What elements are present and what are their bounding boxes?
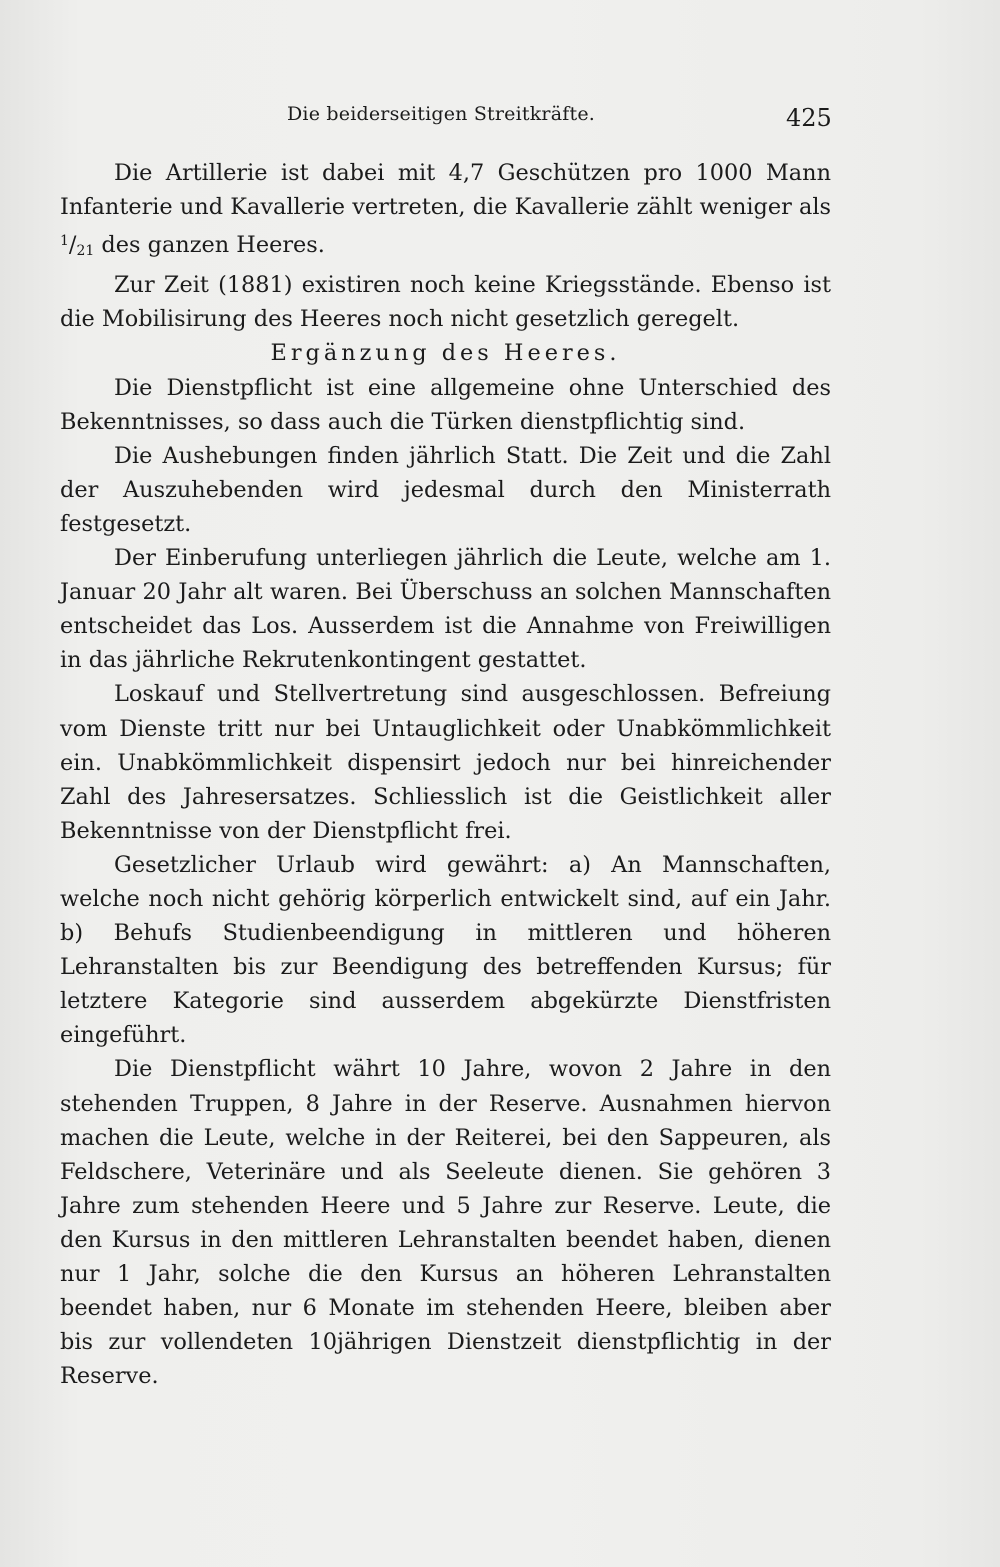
paragraph-artillerie: [60, 156, 831, 268]
paragraph-text: des ganzen Heeres.: [94, 232, 325, 259]
paragraph-dienstdauer: Die Dienstpflicht währt 10 Jahre, wovon 2 Jahre in den stehenden Truppen, 8 Jahre in der Reserve. Ausnahmen hiervon machen die Leute, welche in der Reiterei, bei den Sappeuren, als Feldschere, Veterinäre und als Seeleute dienen. Sie gehören 3 Jahre zum stehenden Heere und 5 Jahre zur Reserve. Leute, die den Kursus in den mittleren Lehranstalten beendet haben, dienen nur 1 Jahr, solche die den Kursus an höheren Lehranstalten beendet haben, nur 6 Monate im stehenden Heere, bleiben aber bis zur vollendeten 10jährigen Dienstzeit dienstpflichtig in der Reserve.: [60, 1056, 831, 1390]
fraction-slash: /: [68, 232, 77, 259]
paragraph-loskauf: Loskauf und Stellvertretung sind ausgeschlossen. Befreiung vom Dienste tritt nur bei Untauglichkeit oder Unabkömmlichkeit ein. Unabkömmlichkeit dispensirt jedoch nur bei hinreichender Zahl des Jahresersatzes. Schliesslich ist die Geistlichkeit aller Bekenntnisse von der Dienstpflicht frei.: [60, 681, 831, 844]
fraction-numerator: 1: [60, 233, 69, 250]
body-text: [60, 156, 831, 1393]
paragraph-aushebungen: Die Aushebungen finden jährlich Statt. Die Zeit und die Zahl der Auszuhebenden wird jedesmal durch den Ministerrath festgesetzt.: [60, 442, 831, 537]
paragraph-urlaub: Gesetzlicher Urlaub wird gewährt: a) An Mannschaften, welche noch nicht gehörig körperlich entwickelt sind, auf ein Jahr. b) Behufs Studienbeendigung in mittleren und höheren Lehranstalten bis zur Beendigung des betreffenden Kursus; für letztere Kategorie sind ausserdem abgekürzte Dienstfristen eingeführt.: [60, 851, 831, 1049]
page-number: 425: [786, 104, 832, 132]
running-title: Die beiderseitigen Streitkräfte.: [287, 103, 595, 125]
fraction-denominator: 21: [76, 243, 95, 260]
paragraph-text: Die Artillerie ist dabei mit 4,7 Geschützen pro 1000 Mann Infanterie und Kavallerie vertreten, die Kavallerie zählt weniger als: [60, 160, 831, 221]
paragraph-kriegsstaende: Zur Zeit (1881) existiren noch keine Kriegsstände. Ebenso ist die Mobilisirung des Heeres noch nicht gesetzlich geregelt.: [60, 272, 831, 333]
paragraph-einberufung: Der Einberufung unterliegen jährlich die Leute, welche am 1. Januar 20 Jahr alt waren. Bei Überschuss an solchen Mannschaften entscheidet das Los. Ausserdem ist die Annahme von Freiwilligen in das jährliche Rekrutenkontingent gestattet.: [60, 545, 831, 674]
paragraph-dienstpflicht: Die Dienstpflicht ist eine allgemeine ohne Unterschied des Bekenntnisses, so dass auch die Türken dienstpflichtig sind.: [60, 374, 831, 435]
section-heading: Ergänzung des Heeres.: [270, 340, 621, 367]
